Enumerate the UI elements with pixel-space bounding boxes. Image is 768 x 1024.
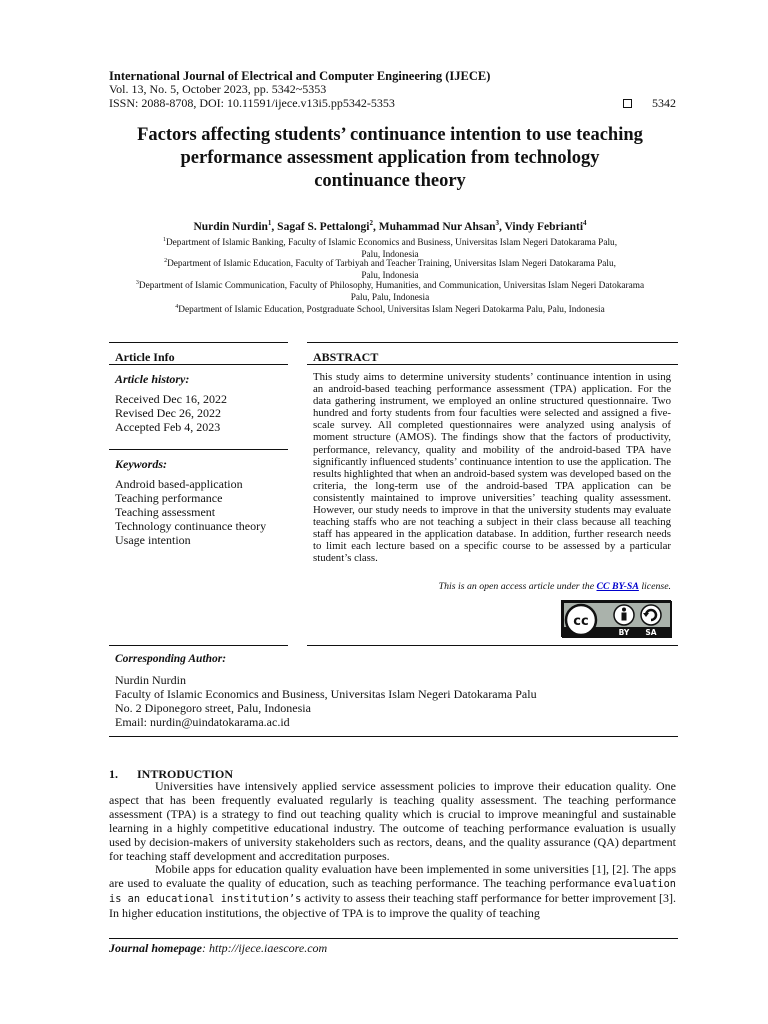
author-sup: 1 [267, 219, 272, 227]
author-separator: , [373, 220, 379, 233]
divider [307, 342, 678, 343]
divider [109, 736, 678, 737]
cc-by-sa-icon [562, 601, 672, 638]
title-line: Factors affecting students’ continuance intention to use teaching [137, 125, 643, 145]
author-list [100, 219, 680, 233]
sa-label: SA [645, 628, 657, 637]
affiliation-line: Palu, Indonesia [361, 270, 419, 281]
abstract-text: This study aims to determine university students’ continuance intention in using an android-based teaching performance assessment (TPA) application. For the data gathering instrument, we employed an online structured questionnaire. Two hundred and forty students from four faculties were selected and assigned a five-scale survey. All completed questionnaires were analyzed using analysis of moment structure (AMOS). The findings show that the factors of productivity, performance, relevancy, quality and mobility of the android-based TPA have significantly influenced students’ continuance intention to use the application. The results highlighted that when an android-based system was developed based on the criteria, the long-term use of the android-based TPA application can be consistently maintained to improve universities’ teaching quality assessment. However, our study needs to improve in that the university students may evaluate teaching staffs who are not teaching a subject in their class because all teaching staff has appeared in the application database. In addition, further research needs to limit each lecture based on a specific course to be assessed by a particular student’s class. [313, 371, 671, 565]
title-line: continuance theory [314, 171, 466, 191]
affiliation-sup: 1 [162, 237, 166, 243]
author-email[interactable]: Email: nurdin@uindatokarama.ac.id [115, 715, 290, 729]
affiliation-line: Department of Islamic Communication, Faculty of Philosophy, Humanities, and Communication, Universitas Islam Negeri Datokarama [138, 281, 645, 292]
author-sup: 4 [583, 219, 587, 227]
cc-by-sa-badge[interactable] [561, 600, 671, 637]
author-affiliation: Faculty of Islamic Economics and Business, Universitas Islam Negeri Datokarama Palu [115, 687, 537, 701]
cc-label: cc [573, 614, 589, 629]
journal-homepage [109, 941, 327, 956]
author-separator: , [271, 220, 278, 233]
paragraph-text: evaluation is an educational institution’s [109, 878, 676, 906]
affiliation-line: Department of Islamic Education, Faculty of Tarbiyah and Teacher Training, Universitas Islam Negeri Datokarama Palu, [167, 259, 616, 270]
affiliation-line: Palu, Indonesia [361, 249, 419, 260]
divider [109, 342, 288, 343]
author-name: Muhammad Nur Ahsan [378, 220, 496, 233]
abstract-heading: ABSTRACT [313, 350, 379, 364]
author-separator: , [499, 220, 505, 233]
paragraph-text: activity to assess their teaching staff performance for better improvement [3]. In higher education institutions, the objective of TPA is to improve the quality of teaching [109, 891, 676, 921]
square-bullet-icon [623, 99, 632, 108]
affiliation [100, 278, 680, 304]
author-name: Nurdin Nurdin [193, 220, 268, 233]
accepted-date: Accepted Feb 4, 2023 [115, 420, 221, 434]
affiliation [100, 302, 680, 317]
keyword: Teaching assessment [115, 505, 216, 519]
page-number: 5342 [652, 96, 676, 110]
issn-doi-line: ISSN: 2088-8708, DOI: 10.11591/ijece.v13i5.pp5342-5353 [109, 96, 395, 110]
corresponding-author-block [115, 673, 537, 729]
keywords-heading: Keywords: [115, 457, 167, 471]
keyword: Android based-application [115, 477, 243, 491]
keyword: Usage intention [115, 533, 191, 547]
author-sup: 2 [369, 219, 373, 227]
introduction-body [109, 780, 676, 921]
license-prefix: This is an open access article under the [438, 581, 597, 592]
paragraph: Universities have intensively applied service assessment policies to improve their education quality. One aspect that has been frequently evaluated regularly is teaching quality assessment. The teaching performance assessment (TPA) is a strategy to find out teaching quality which is crucial to improve meaningful and sustainable learning in a highly competitive educational industry. The outcome of teaching performance evaluation is usually used by decision-makers of university stakeholders such as rectors, deans, and the quality assurance (QA) department for teaching staff development and accreditation purposes. [109, 779, 676, 863]
license-suffix: license. [638, 581, 671, 592]
received-date: Received Dec 16, 2022 [115, 392, 227, 406]
affiliation-sup: 3 [135, 280, 139, 286]
paragraph-text: Mobile apps for education quality evaluation have been implemented in some universities [1], [2]. The apps are used to evaluate the quality of education, such as teaching performance. The teaching performance [109, 862, 676, 891]
by-label: BY [618, 628, 630, 637]
divider [307, 645, 678, 646]
article-history-heading: Article history: [115, 372, 190, 386]
volume-line: Vol. 13, No. 5, October 2023, pp. 5342~5353 [109, 82, 327, 96]
affiliation-line: Department of Islamic Banking, Faculty of Islamic Economics and Business, Universitas Islam Negeri Datokarama Palu, [165, 238, 618, 249]
keywords-list [115, 477, 266, 547]
section-number: 1. [109, 767, 118, 781]
affiliation-line: Department of Islamic Education, Postgraduate School, Universitas Islam Negeri Datokarma Palu, Palu, Indonesia [178, 305, 605, 316]
affiliation-line: Palu, Palu, Indonesia [350, 292, 430, 303]
divider [109, 449, 288, 450]
paper-title [100, 124, 680, 193]
article-info-heading: Article Info [115, 350, 175, 364]
author-name: Vindy Febrianti [504, 220, 584, 233]
paragraph [109, 863, 676, 921]
footer-divider [109, 938, 678, 939]
author-address: No. 2 Diponegoro street, Palu, Indonesia [115, 701, 311, 715]
author-name: Sagaf S. Pettalongi [277, 220, 370, 233]
section-title: INTRODUCTION [137, 767, 234, 781]
homepage-label: Journal homepage [109, 941, 203, 955]
keyword: Teaching performance [115, 491, 223, 505]
author-name: Nurdin Nurdin [115, 673, 186, 687]
divider [109, 645, 288, 646]
license-note [313, 581, 671, 592]
revised-date: Revised Dec 26, 2022 [115, 406, 221, 420]
corresponding-author-heading: Corresponding Author: [115, 653, 227, 665]
license-link[interactable]: CC BY-SA [596, 581, 639, 592]
affiliation-sup: 2 [164, 258, 168, 264]
author-sup: 3 [495, 219, 499, 227]
journal-name: International Journal of Electrical and Computer Engineering (IJECE) [109, 69, 491, 83]
homepage-url[interactable]: : http://ijece.iaescore.com [202, 941, 328, 955]
title-line: performance assessment application from technology [180, 148, 600, 168]
affiliation-sup: 4 [175, 304, 179, 310]
keyword: Technology continuance theory [115, 519, 267, 533]
